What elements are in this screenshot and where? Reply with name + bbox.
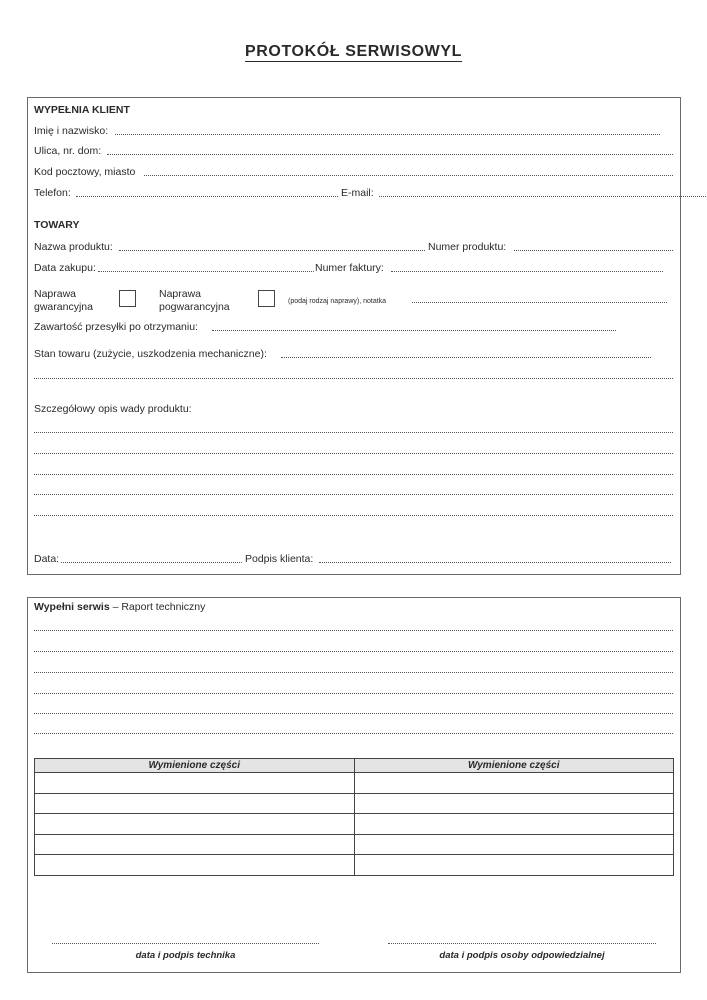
- technician-signature-label: data i podpis technika: [135, 950, 236, 961]
- defect-line-4[interactable]: [34, 494, 673, 495]
- report-line-6[interactable]: [34, 733, 673, 734]
- warranty-repair-checkbox[interactable]: [119, 290, 136, 307]
- condition-field-line2[interactable]: [34, 378, 673, 379]
- name-field[interactable]: [115, 134, 660, 135]
- warranty-label-line2: gwarancyjna: [34, 301, 93, 313]
- report-line-1[interactable]: [34, 630, 673, 631]
- postal-label: Kod pocztowy, miasto: [34, 166, 136, 178]
- table-row: [35, 814, 674, 835]
- responsible-signature-label: data i podpis osoby odpowiedzialnej: [439, 950, 605, 961]
- invoice-number-label: Numer faktury:: [315, 262, 384, 274]
- date-label: Data:: [34, 553, 60, 565]
- table-header-row: [35, 759, 674, 773]
- parts-header-left: Wymienione części: [35, 759, 355, 773]
- package-contents-label: Zawartość przesyłki po otrzymaniu:: [34, 321, 198, 333]
- table-cell[interactable]: [354, 773, 674, 794]
- email-field[interactable]: [379, 196, 706, 197]
- purchase-date-label: Data zakupu:: [34, 262, 96, 274]
- report-line-2[interactable]: [34, 651, 673, 652]
- package-contents-field[interactable]: [212, 330, 616, 331]
- defect-line-3[interactable]: [34, 474, 673, 475]
- table-cell[interactable]: [354, 814, 674, 835]
- defect-line-5[interactable]: [34, 515, 673, 516]
- table-cell[interactable]: [35, 834, 355, 855]
- responsible-signature-field[interactable]: [388, 943, 656, 944]
- goods-heading: TOWARY: [34, 219, 80, 231]
- parts-header-right: Wymienione części: [354, 759, 674, 773]
- defect-line-1[interactable]: [34, 432, 673, 433]
- page-title-text: PROTOKÓŁ SERWISOWYL: [244, 43, 463, 60]
- replaced-parts-table: [34, 758, 674, 876]
- email-label: E-mail:: [341, 187, 374, 199]
- report-line-5[interactable]: [34, 713, 673, 714]
- purchase-date-field[interactable]: [98, 271, 314, 272]
- report-line-4[interactable]: [34, 693, 673, 694]
- client-signature-field[interactable]: [319, 562, 671, 563]
- phone-field[interactable]: [76, 196, 338, 197]
- product-name-field[interactable]: [119, 250, 425, 251]
- table-row: [35, 834, 674, 855]
- defect-line-2[interactable]: [34, 453, 673, 454]
- product-number-field[interactable]: [514, 250, 673, 251]
- postal-city-field[interactable]: [144, 175, 673, 176]
- client-signature-label: Podpis klienta:: [245, 553, 314, 565]
- post-warranty-repair-checkbox[interactable]: [258, 290, 275, 307]
- service-heading-bold: Wypełni serwis: [34, 601, 110, 613]
- date-field[interactable]: [61, 562, 242, 563]
- table-row: [35, 855, 674, 876]
- invoice-number-field[interactable]: [391, 271, 663, 272]
- warranty-label-line1: Naprawa: [34, 288, 77, 300]
- post-warranty-label-line1: Naprawa: [159, 288, 202, 300]
- defect-description-label: Szczegółowy opis wady produktu:: [34, 403, 192, 415]
- product-name-label: Nazwa produktu:: [34, 241, 113, 253]
- technician-signature-field[interactable]: [52, 943, 319, 944]
- product-number-label: Numer produktu:: [428, 241, 507, 253]
- table-cell[interactable]: [35, 793, 355, 814]
- table-cell[interactable]: [35, 814, 355, 835]
- street-field[interactable]: [107, 154, 673, 155]
- table-cell[interactable]: [354, 793, 674, 814]
- client-heading: WYPEŁNIA KLIENT: [34, 104, 130, 116]
- table-cell[interactable]: [35, 855, 355, 876]
- table-row: [35, 793, 674, 814]
- table-cell[interactable]: [354, 855, 674, 876]
- table-cell[interactable]: [354, 834, 674, 855]
- condition-field[interactable]: [281, 357, 651, 358]
- page-title: [0, 43, 707, 61]
- repair-note-field[interactable]: [412, 302, 667, 303]
- repair-type-note: (podaj rodzaj naprawy), notatka: [288, 298, 387, 305]
- condition-label: Stan towaru (zużycie, uszkodzenia mechaniczne):: [34, 348, 267, 360]
- report-line-3[interactable]: [34, 672, 673, 673]
- post-warranty-label-line2: pogwarancyjna: [159, 301, 230, 313]
- service-heading-rest: – Raport techniczny: [109, 601, 206, 613]
- street-label: Ulica, nr. dom:: [34, 145, 102, 157]
- table-row: [35, 773, 674, 794]
- phone-label: Telefon:: [34, 187, 71, 199]
- name-label: Imię i nazwisko:: [34, 125, 109, 137]
- service-heading: [34, 601, 205, 614]
- table-cell[interactable]: [35, 773, 355, 794]
